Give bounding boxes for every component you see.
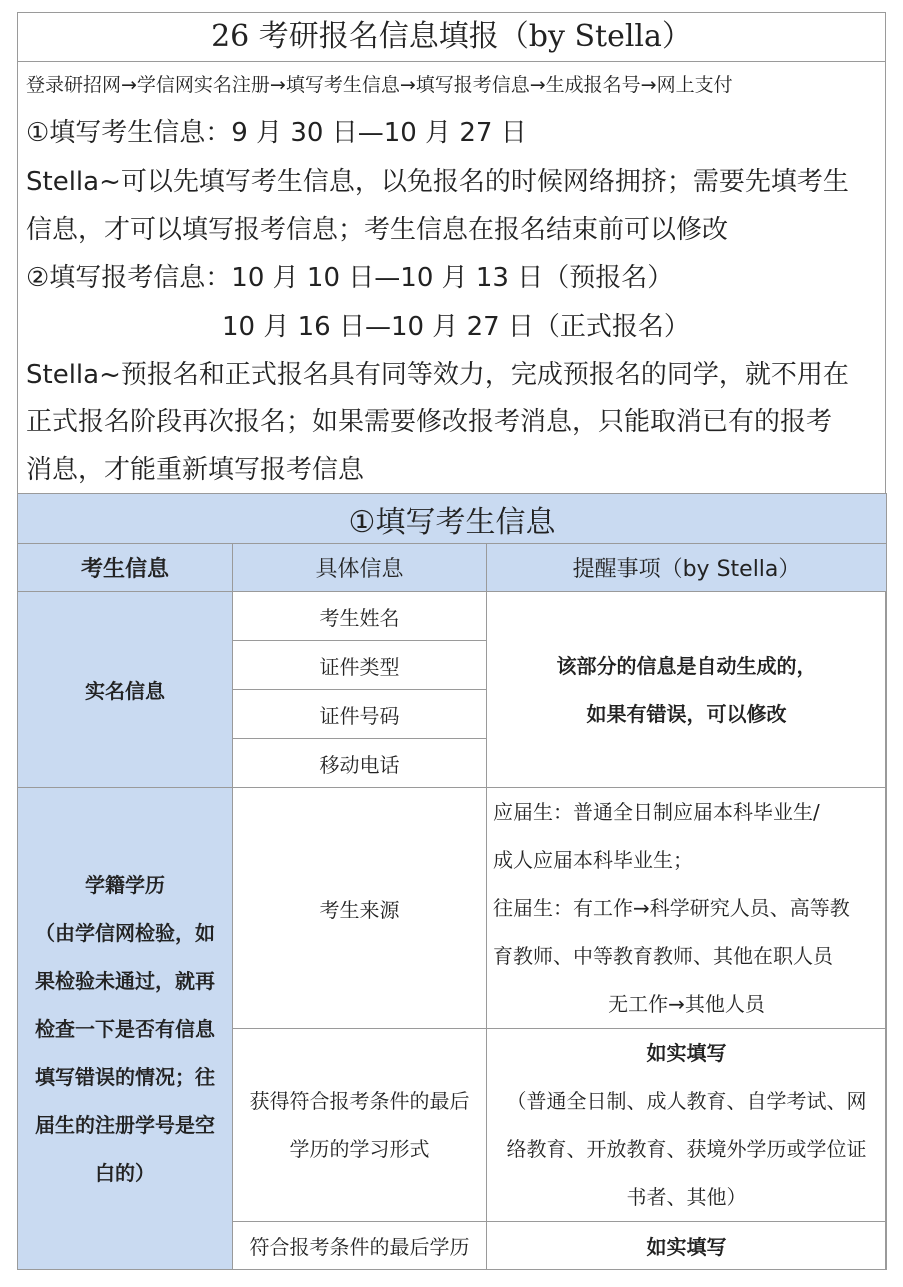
realname-item: 考生姓名 (233, 592, 487, 641)
category-education (18, 788, 233, 1270)
header-category: 考生信息 (18, 544, 233, 592)
form-label (233, 1029, 487, 1222)
section-title: ①填写考生信息 (18, 494, 887, 544)
source-note (487, 788, 887, 1029)
education-line: 填写错误的情况；往 (35, 1064, 215, 1089)
education-line: 白的） (95, 1160, 155, 1185)
form-note-line: 络教育、开放教育、获境外学历或学位证 (506, 1137, 867, 1161)
last-degree-note: 如实填写 (487, 1222, 887, 1270)
form-note-line: 书者、其他） (626, 1185, 747, 1209)
form-note (487, 1029, 887, 1222)
source-line: 应届生：普通全日制应届本科毕业生/ (493, 800, 820, 824)
step2-note-line2: 正式报名阶段再次报名；如果需要修改报考消息，只能取消已有的报考 (26, 407, 833, 437)
header-reminder: 提醒事项（by Stella） (487, 544, 887, 592)
form-label-line: 获得符合报考条件的最后 (249, 1089, 470, 1113)
source-line: 育教师、中等教育教师、其他在职人员 (493, 944, 833, 968)
realname-note-line2: 如果有错误，可以修改 (586, 701, 787, 726)
source-line: 往届生：有工作→科学研究人员、高等教 (493, 896, 850, 920)
step2-heading: ②填写报考信息：10 月 10 日—10 月 13 日（预报名） (26, 263, 674, 293)
registration-flow: 登录研招网→学信网实名注册→填写考生信息→填写报考信息→生成报名号→网上支付 (26, 74, 733, 96)
source-label: 考生来源 (233, 788, 487, 1029)
step2-formal-dates: 10 月 16 日—10 月 27 日（正式报名） (222, 312, 690, 342)
education-line: 果检验未通过，就再 (35, 968, 215, 993)
step2-note-line3: 消息，才能重新填写报考信息 (26, 455, 365, 485)
realname-item: 移动电话 (233, 739, 487, 788)
education-line: 届生的注册学号是空 (35, 1112, 215, 1137)
form-label-line: 学历的学习形式 (289, 1137, 430, 1161)
last-degree-label: 符合报考条件的最后学历 (233, 1222, 487, 1270)
source-last-line: 无工作→其他人员 (608, 992, 765, 1016)
step1-note-line1: Stella~可以先填写考生信息，以免报名的时候网络拥挤；需要先填考生 (26, 167, 849, 197)
realname-item: 证件类型 (233, 641, 487, 690)
form-note-line: （普通全日制、成人教育、自学考试、网 (506, 1089, 867, 1113)
step1-heading: ①填写考生信息：9 月 30 日—10 月 27 日 (26, 118, 527, 148)
education-title: 学籍学历 (85, 872, 165, 897)
step2-note-line1: Stella~预报名和正式报名具有同等效力，完成预报名的同学，就不用在 (26, 360, 849, 390)
education-line: （由学信网检验，如 (35, 920, 215, 945)
step1-note-line2: 信息，才可以填写报考信息；考生信息在报名结束前可以修改 (26, 215, 729, 245)
category-realname: 实名信息 (18, 592, 233, 788)
info-table (17, 493, 887, 1270)
header-detail: 具体信息 (233, 544, 487, 592)
realname-note (487, 592, 887, 788)
education-line: 检查一下是否有信息 (35, 1016, 215, 1041)
page-title: 26 考研报名信息填报（by Stella） (17, 12, 886, 62)
realname-item: 证件号码 (233, 690, 487, 739)
realname-note-line1: 该部分的信息是自动生成的， (556, 653, 817, 678)
form-note-title: 如实填写 (646, 1041, 727, 1065)
source-line: 成人应届本科毕业生； (493, 848, 693, 872)
